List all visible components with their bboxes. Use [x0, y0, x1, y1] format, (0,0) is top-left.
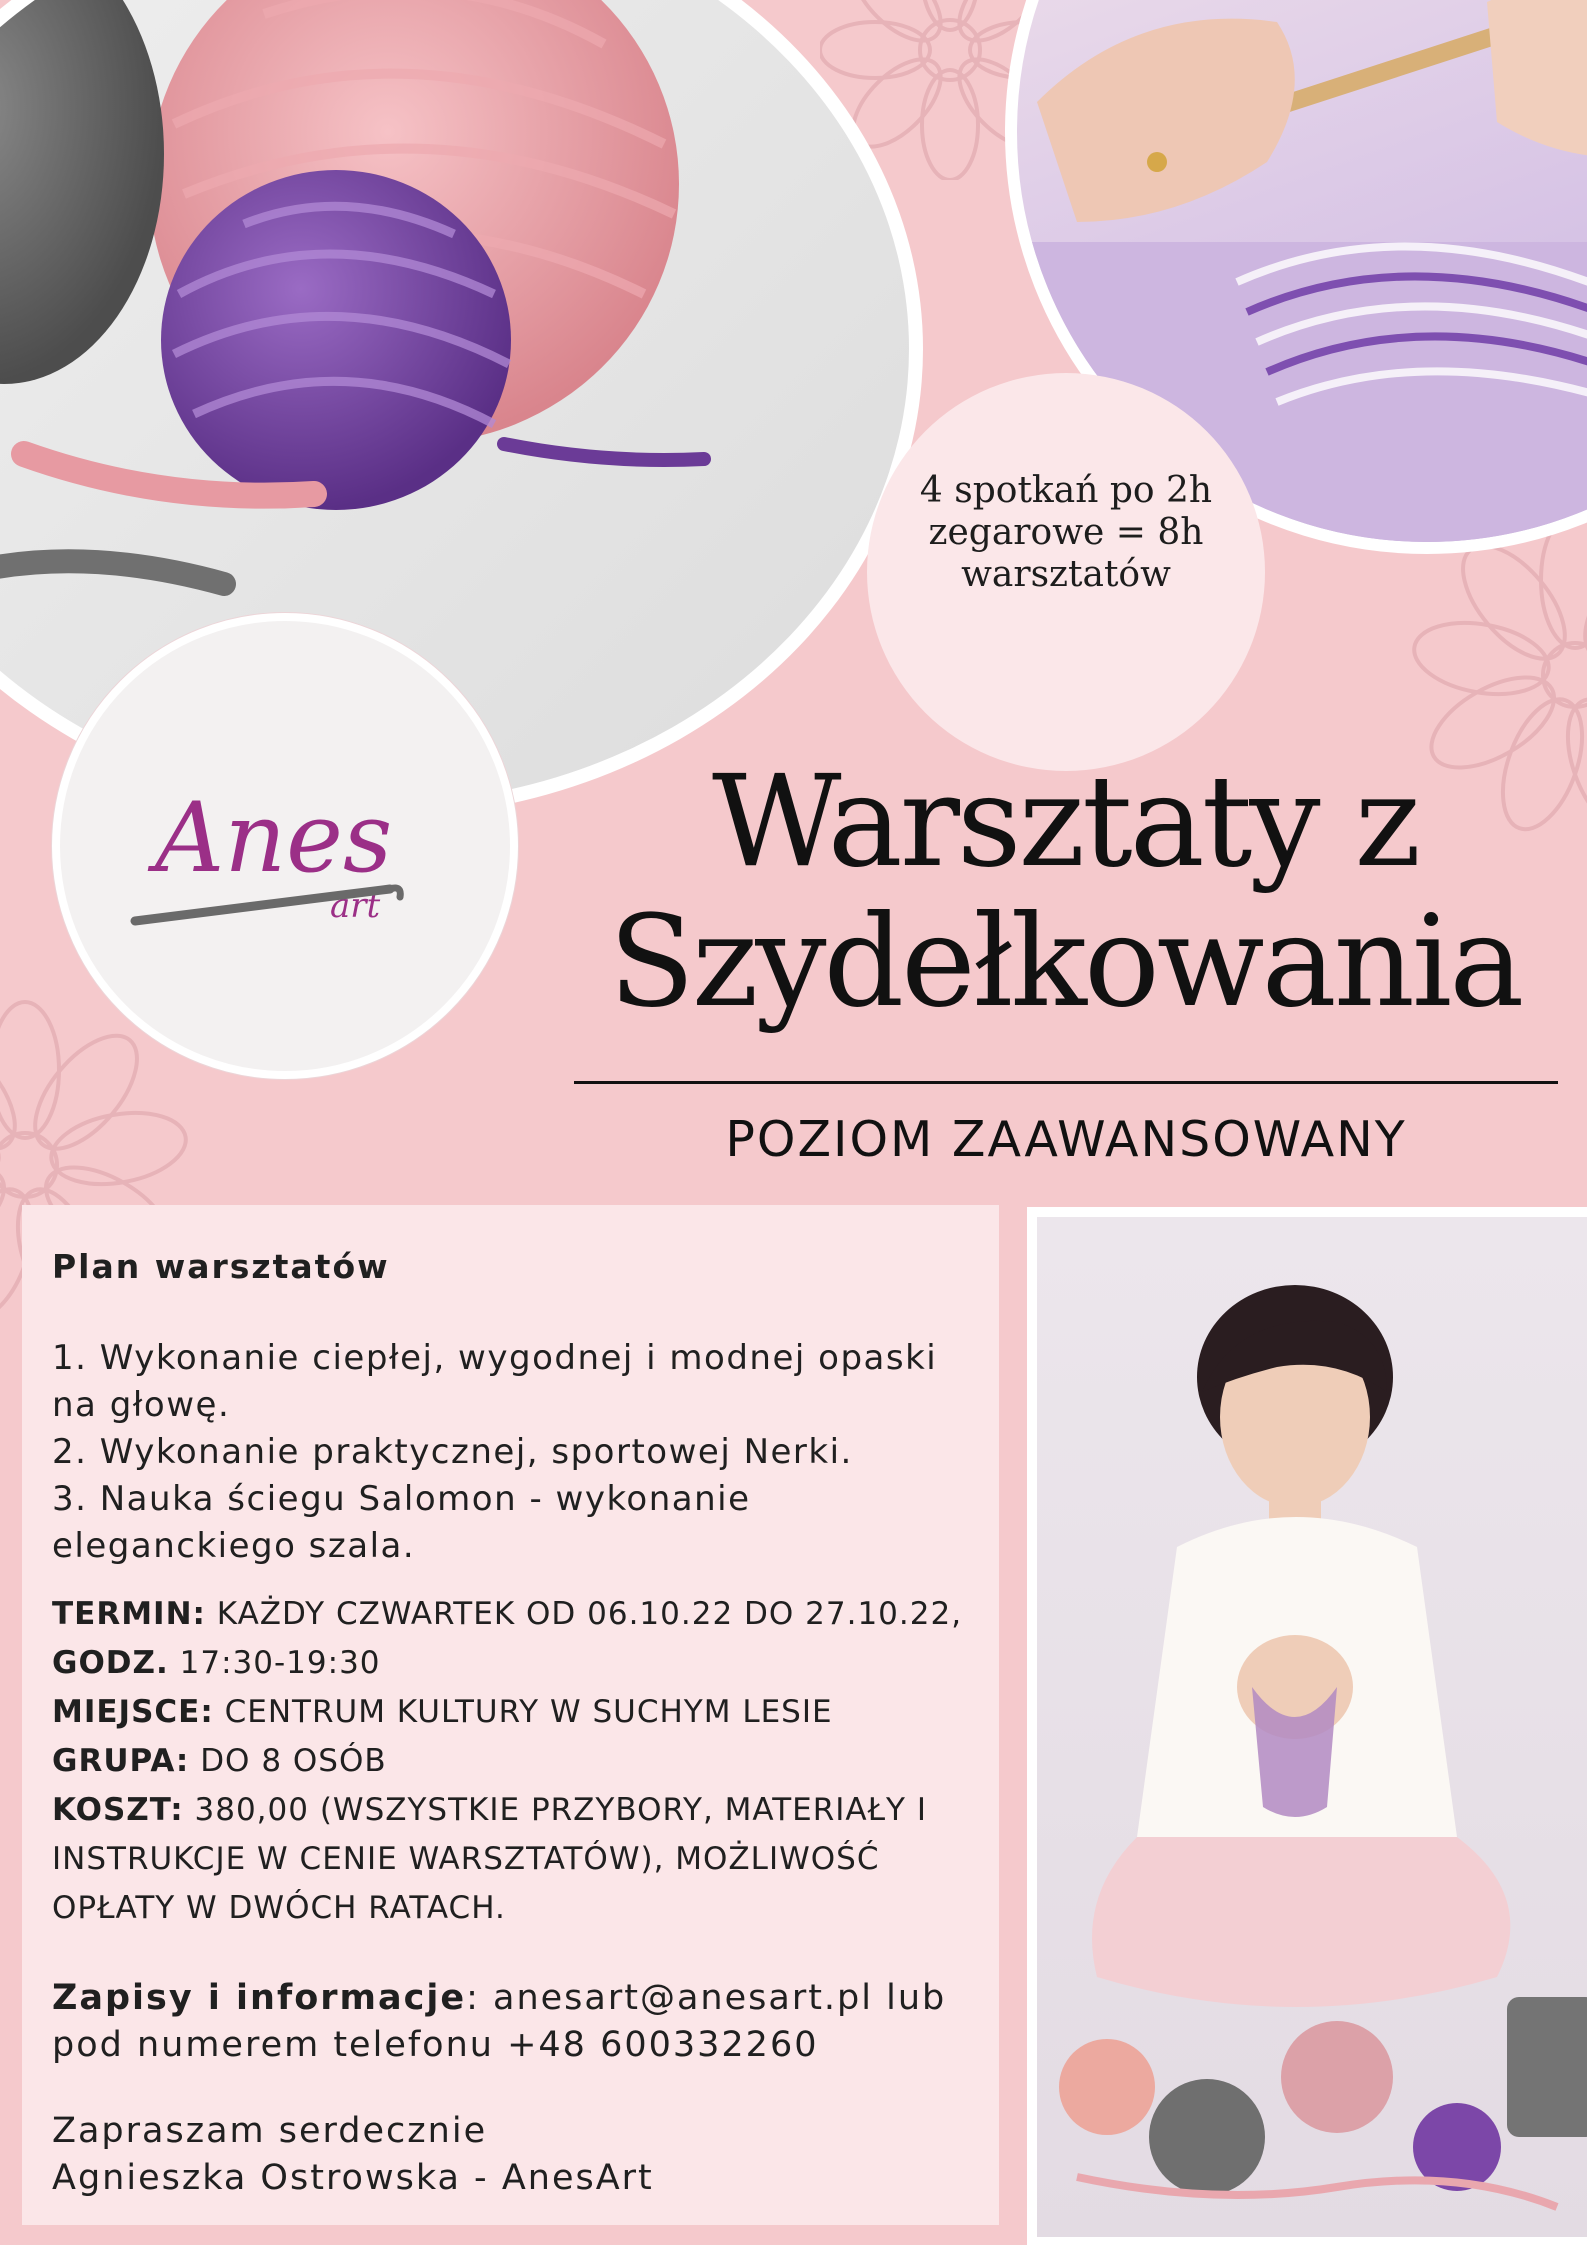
signoff [52, 2108, 992, 2202]
grupa-label: GRUPA: [52, 1743, 190, 1779]
plan-item: 2. Wykonanie praktycznej, sportowej Nerki. [52, 1432, 853, 1472]
svg-text:art: art [330, 886, 381, 926]
title-divider [574, 1081, 1558, 1084]
anes-art-logo-badge [52, 613, 518, 1079]
instructor-photo [1027, 1207, 1587, 2245]
plan-item: 1. Wykonanie ciepłej, wygodnej i modnej opaski na głowę. [52, 1338, 938, 1425]
level-subtitle: POZIOM ZAAWANSOWANY [725, 1111, 1407, 1168]
title-line-2: Szydełkowania [608, 888, 1522, 1035]
plan-item: 3. Nauka ściegu Salomon - wykonanie eleganckiego szala. [52, 1479, 751, 1566]
termin-value: KAŻDY CZWARTEK OD 06.10.22 DO 27.10.22, [216, 1596, 963, 1632]
godz-label: GODZ. [52, 1645, 169, 1681]
title-line-1: Warsztaty z [712, 748, 1418, 895]
termin-label: TERMIN: [52, 1596, 206, 1632]
contact-info [52, 1975, 992, 2069]
koszt-label: KOSZT: [52, 1792, 184, 1828]
page-title [560, 748, 1570, 1035]
svg-text:Anes: Anes [155, 782, 393, 894]
koszt-value: 380,00 (WSZYSTKIE PRZYBORY, MATERIAŁY I INSTRUKCJE W CENIE WARSZTATÓW), MOŻLIWOŚĆ OPŁATY W DWÓCH RATACH. [52, 1792, 927, 1926]
plan-heading: Plan warsztatów [52, 1247, 390, 1286]
anes-art-logo-icon [60, 621, 510, 1071]
contact-text: : anesart@anesart.pl lub pod numerem telefonu +48 600332260 [52, 1978, 947, 2065]
instructor-illustration [1037, 1217, 1587, 2237]
plan-list [52, 1335, 992, 1570]
contact-label: Zapisy i informacje [52, 1978, 467, 2018]
workshop-hours-text: 4 spotkań po 2h zegarowe = 8h warsztatów [919, 470, 1213, 595]
workshop-details [52, 1590, 992, 1933]
signoff-line-1: Zapraszam serdecznie [52, 2111, 488, 2151]
signoff-line-2: Agnieszka Ostrowska - AnesArt [52, 2158, 654, 2198]
godz-value: 17:30-19:30 [179, 1645, 381, 1681]
miejsce-label: MIEJSCE: [52, 1694, 214, 1730]
grupa-value: DO 8 OSÓB [200, 1743, 387, 1779]
miejsce-value: CENTRUM KULTURY W SUCHYM LESIE [224, 1694, 833, 1730]
